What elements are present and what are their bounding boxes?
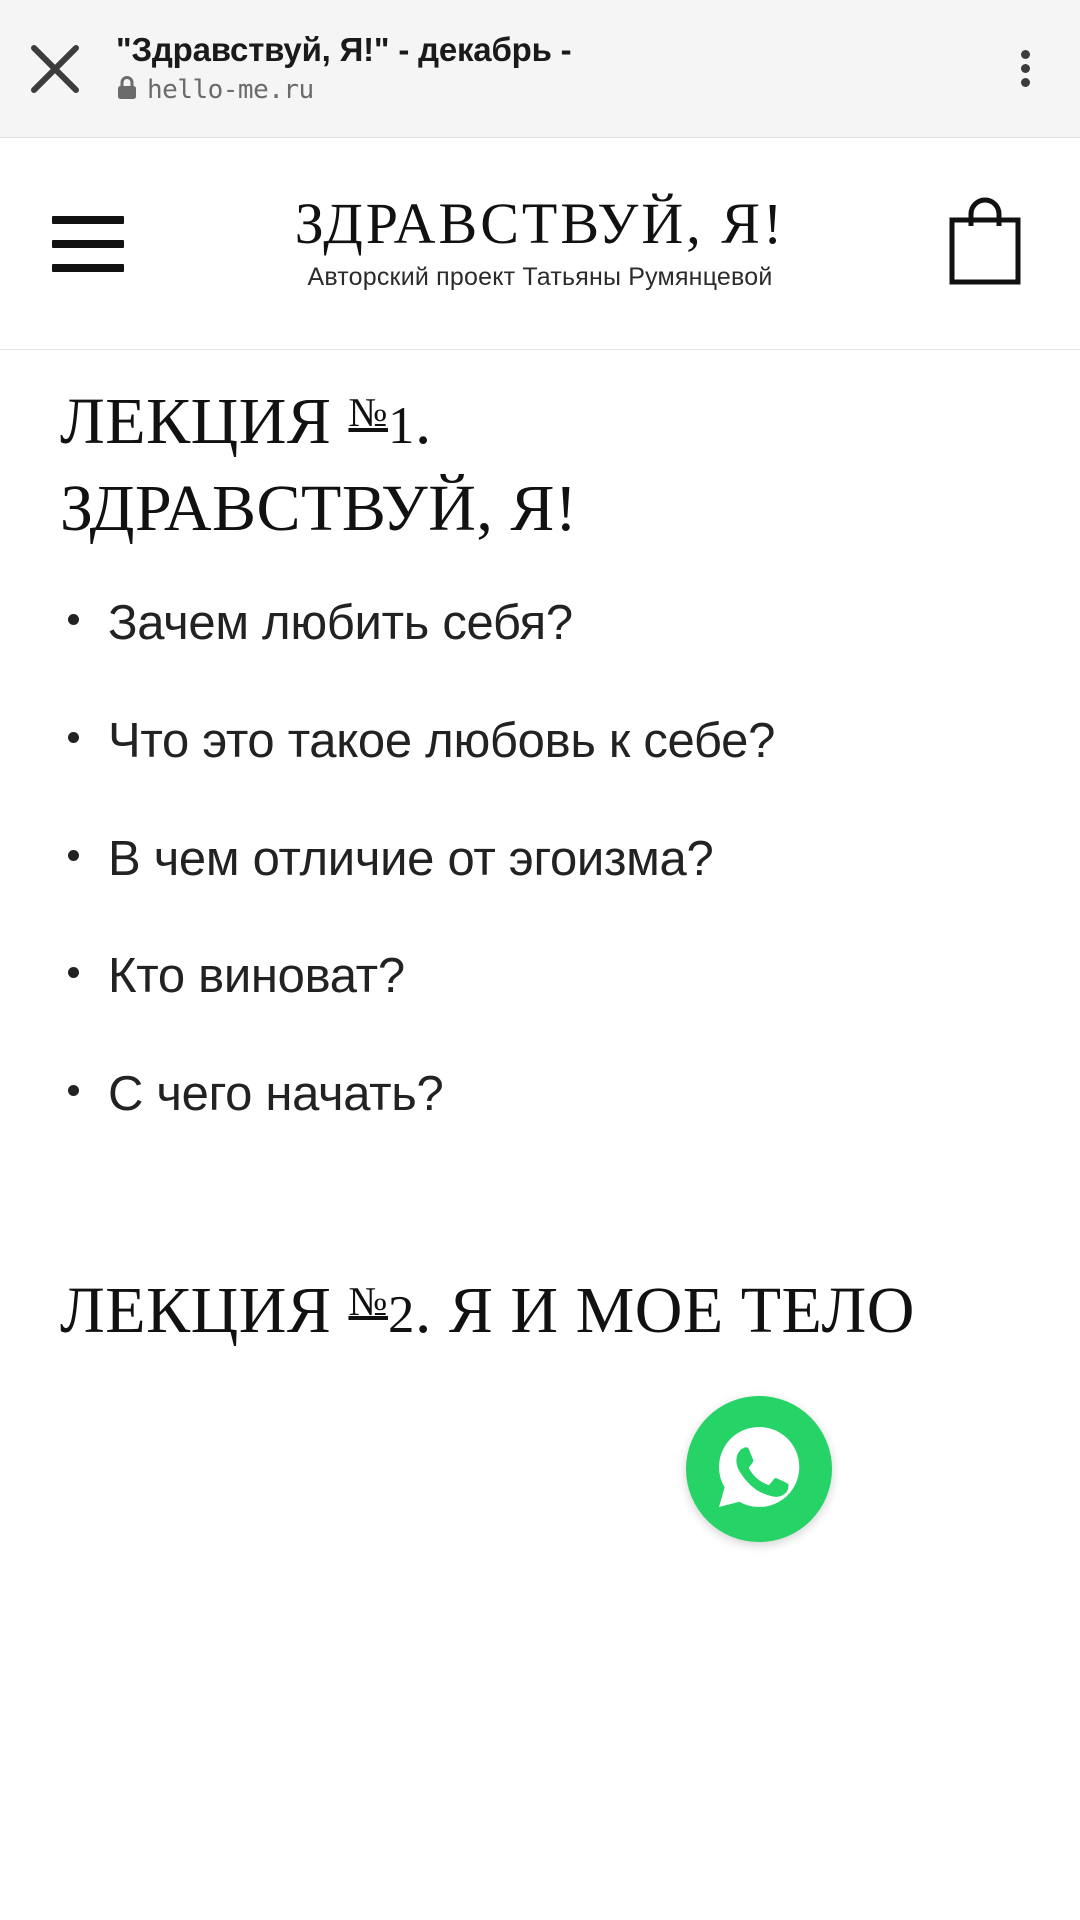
browser-overflow-menu-button[interactable] <box>970 0 1080 138</box>
shopping-bag-icon <box>942 194 1028 293</box>
lecture-1-prefix: ЛЕКЦИЯ <box>60 385 349 458</box>
lecture-1-topics <box>60 592 1020 1126</box>
lecture-1-title <box>60 378 1020 552</box>
hamburger-menu-icon[interactable] <box>52 216 124 272</box>
list-item: С чего начать? <box>60 1063 1020 1127</box>
lecture-2-dot: . <box>414 1273 449 1347</box>
site-brand[interactable] <box>148 191 932 292</box>
browser-custom-tab-bar <box>0 0 1080 138</box>
lecture-1-rest: ЗДРАВСТВУЙ, Я! <box>60 472 578 546</box>
lecture-2-title <box>60 1267 1020 1354</box>
lecture-2-rest: Я И МОЕ ТЕЛО <box>448 1273 915 1347</box>
brand-subtitle: Авторский проект Татьяны Румянцевой <box>307 263 773 291</box>
page-url: hello-me.ru <box>147 75 314 106</box>
lecture-1-number: 1 <box>387 397 415 455</box>
list-item: Кто виноват? <box>60 945 1020 1009</box>
lecture-1-no-sign: № <box>348 389 388 435</box>
cart-button[interactable] <box>932 194 1028 293</box>
whatsapp-icon <box>707 1415 811 1524</box>
tab-info[interactable] <box>110 31 970 106</box>
lecture-2-number: 2 <box>387 1285 415 1344</box>
lecture-2-no-sign: № <box>348 1278 388 1324</box>
section-spacer <box>60 1181 1020 1267</box>
brand-title: ЗДРАВСТВУЙ, Я! <box>294 191 786 256</box>
site-header <box>0 138 1080 350</box>
lock-icon <box>116 75 138 106</box>
lecture-2-prefix: ЛЕКЦИЯ <box>60 1273 349 1347</box>
url-row <box>116 75 970 106</box>
list-item: Что это такое любовь к себе? <box>60 710 1020 774</box>
lecture-1-dot: . <box>414 385 432 458</box>
list-item: Зачем любить себя? <box>60 592 1020 656</box>
kebab-menu-icon <box>1021 45 1030 92</box>
close-tab-button[interactable] <box>0 0 110 138</box>
whatsapp-chat-button[interactable] <box>686 1396 832 1542</box>
list-item: В чем отличие от эгоизма? <box>60 828 1020 892</box>
tab-title: "Здравствуй, Я!" - декабрь - <box>116 31 572 69</box>
page-content <box>0 350 1080 1354</box>
close-icon <box>26 40 84 98</box>
